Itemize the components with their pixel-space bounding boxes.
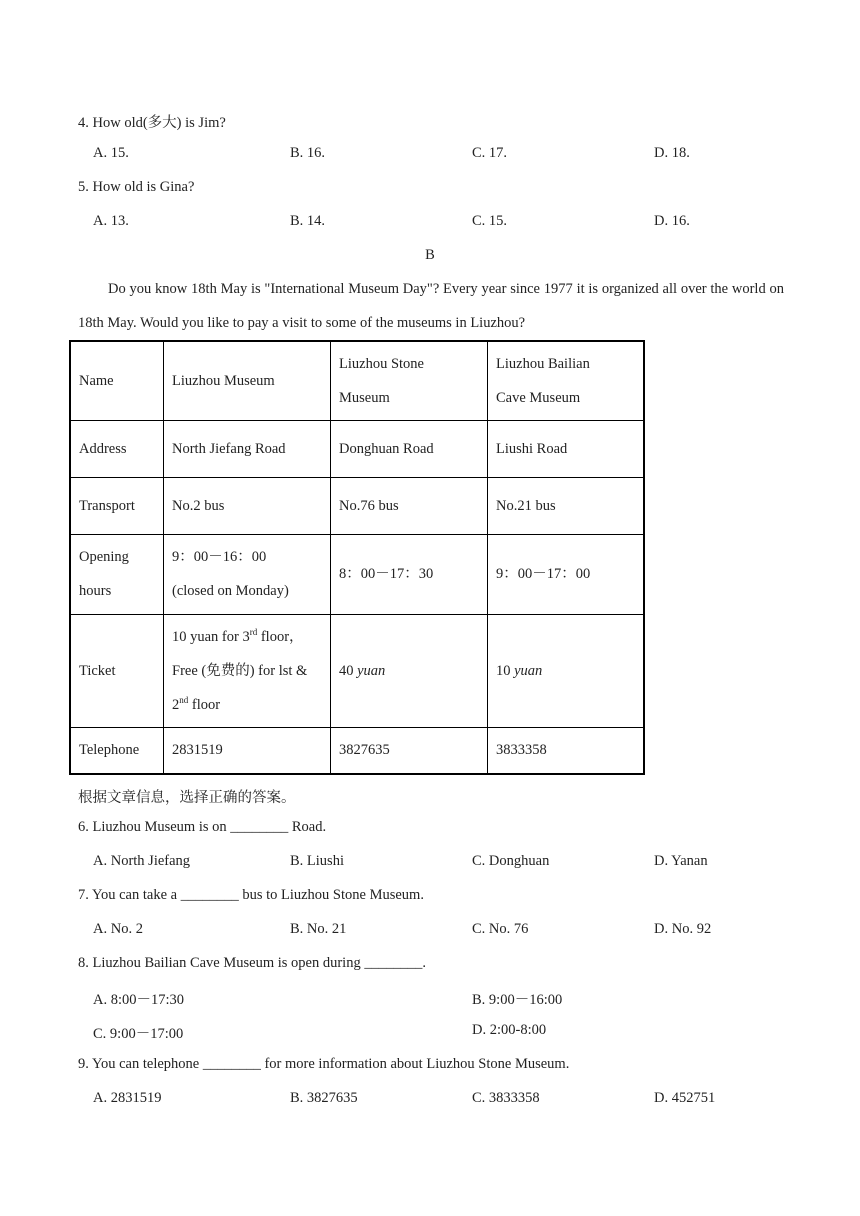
q7-option-d: D. No. 92 [654,921,712,937]
passage: Do you know 18th May is "International Museum Day"? Every year since 1977 it is organized all over the world on 18th May. Would you like to pay a visit to some of the museums in Liuzhou? [78,281,784,331]
cell-name-c2 [331,341,488,420]
cell-telephone-c2: 3827635 [331,727,488,774]
cell-transport-label: Transport [70,477,164,534]
cell-hours-label-line2: hours [79,583,112,599]
cell-name-c3-line2: Cave Museum [496,389,581,406]
cell-transport-c2: No.76 bus [331,477,488,534]
question-7: 7. You can take a ________ bus to Liuzhou Stone Museum. [78,887,424,903]
cell-hours-c3: 9：00－17：00 [488,534,645,614]
q5-option-c: C. 15. [472,213,508,229]
q8-option-b: B. 9:00－16:00 [472,992,563,1008]
cell-name-label: Name [70,341,164,420]
q9-option-d: D. 452751 [654,1090,716,1106]
cell-hours-c1-line1: 9：00－16：00 [172,549,267,565]
q6-option-c: C. Donghuan [472,853,550,869]
cell-telephone-c3: 3833358 [488,727,645,774]
cell-name-c2-line2: Museum [339,389,390,406]
ticket-c3-num: 10 [496,662,515,679]
cell-ticket-c1-line2: Free (免费的) for lst & [172,662,308,679]
q6-option-d: D. Yanan [654,853,708,869]
q9-option-b: B. 3827635 [290,1090,358,1106]
question-4: 4. How old(多大) is Jim? [78,115,226,131]
q4-option-d: D. 18. [654,145,690,161]
q8-option-d: D. 2:00-8:00 [472,1022,547,1038]
cell-name-c1: Liuzhou Museum [164,341,331,420]
table-row-ticket [70,614,644,727]
ticket-c1-sup-rd: rd [249,626,258,637]
cell-ticket-c2 [331,614,488,727]
cell-telephone-label: Telephone [70,727,164,774]
table-row-telephone [70,727,644,774]
question-8: 8. Liuzhou Bailian Cave Museum is open during ________. [78,955,426,971]
cell-telephone-c1: 2831519 [164,727,331,774]
cell-hours-c2: 8：00－17：30 [331,534,488,614]
q8-option-c: C. 9:00－17:00 [93,1026,184,1042]
cell-ticket-c1-line3 [172,688,322,722]
ticket-c2-num: 40 [339,662,358,679]
cell-ticket-label: Ticket [70,614,164,727]
q9-option-c: C. 3833358 [472,1090,540,1106]
ticket-c1-text-a: 10 yuan for 3 [172,628,250,645]
cell-hours-c1-line2: (closed on Monday) [172,583,289,599]
q5-option-b: B. 14. [290,213,326,229]
table-row-name [70,341,644,420]
museum-table [69,340,645,775]
cell-transport-c3: No.21 bus [488,477,645,534]
q4-option-a: A. 15. [93,145,129,161]
q4-option-c: C. 17. [472,145,508,161]
table-row-hours [70,534,644,614]
question-6: 6. Liuzhou Museum is on ________ Road. [78,819,327,835]
instruction: 根据文章信息，选择正确的答案。 [78,790,296,806]
section-label: B [425,247,435,263]
q6-option-b: B. Liushi [290,853,344,869]
cell-address-c1: North Jiefang Road [164,420,331,477]
q6-option-a: A. North Jiefang [93,853,191,869]
cell-address-c2: Donghuan Road [331,420,488,477]
q7-option-b: B. No. 21 [290,921,347,937]
q9-option-a: A. 2831519 [93,1090,162,1106]
ticket-c2-unit: yuan [357,662,386,679]
q7-option-a: A. No. 2 [93,921,143,937]
ticket-c1-num: 2 [172,696,180,713]
cell-ticket-c3 [488,614,645,727]
q5-option-d: D. 16. [654,213,690,229]
cell-transport-c1: No.2 bus [164,477,331,534]
cell-hours-label-line1: Opening [79,549,129,565]
cell-address-c3: Liushi Road [488,420,645,477]
ticket-c3-unit: yuan [514,662,543,679]
q7-option-c: C. No. 76 [472,921,529,937]
cell-hours-label [70,534,164,614]
q5-option-a: A. 13. [93,213,129,229]
question-5: 5. How old is Gina? [78,179,195,195]
ticket-c1-rest: floor [188,696,221,713]
cell-name-c2-line1: Liuzhou Stone [339,355,424,372]
table-row-address [70,420,644,477]
q4-option-b: B. 16. [290,145,326,161]
cell-name-c3 [488,341,645,420]
q8-option-a: A. 8:00－17:30 [93,992,185,1008]
ticket-c1-text-b: floor， [257,628,304,645]
ticket-c1-sup-nd: nd [179,694,189,705]
cell-name-c3-line1: Liuzhou Bailian [496,355,590,372]
cell-ticket-c1 [164,614,331,727]
cell-address-label: Address [70,420,164,477]
cell-hours-c1 [164,534,331,614]
question-9: 9. You can telephone ________ for more information about Liuzhou Stone Museum. [78,1056,570,1072]
cell-ticket-c1-line1 [172,620,322,654]
table-row-transport [70,477,644,534]
